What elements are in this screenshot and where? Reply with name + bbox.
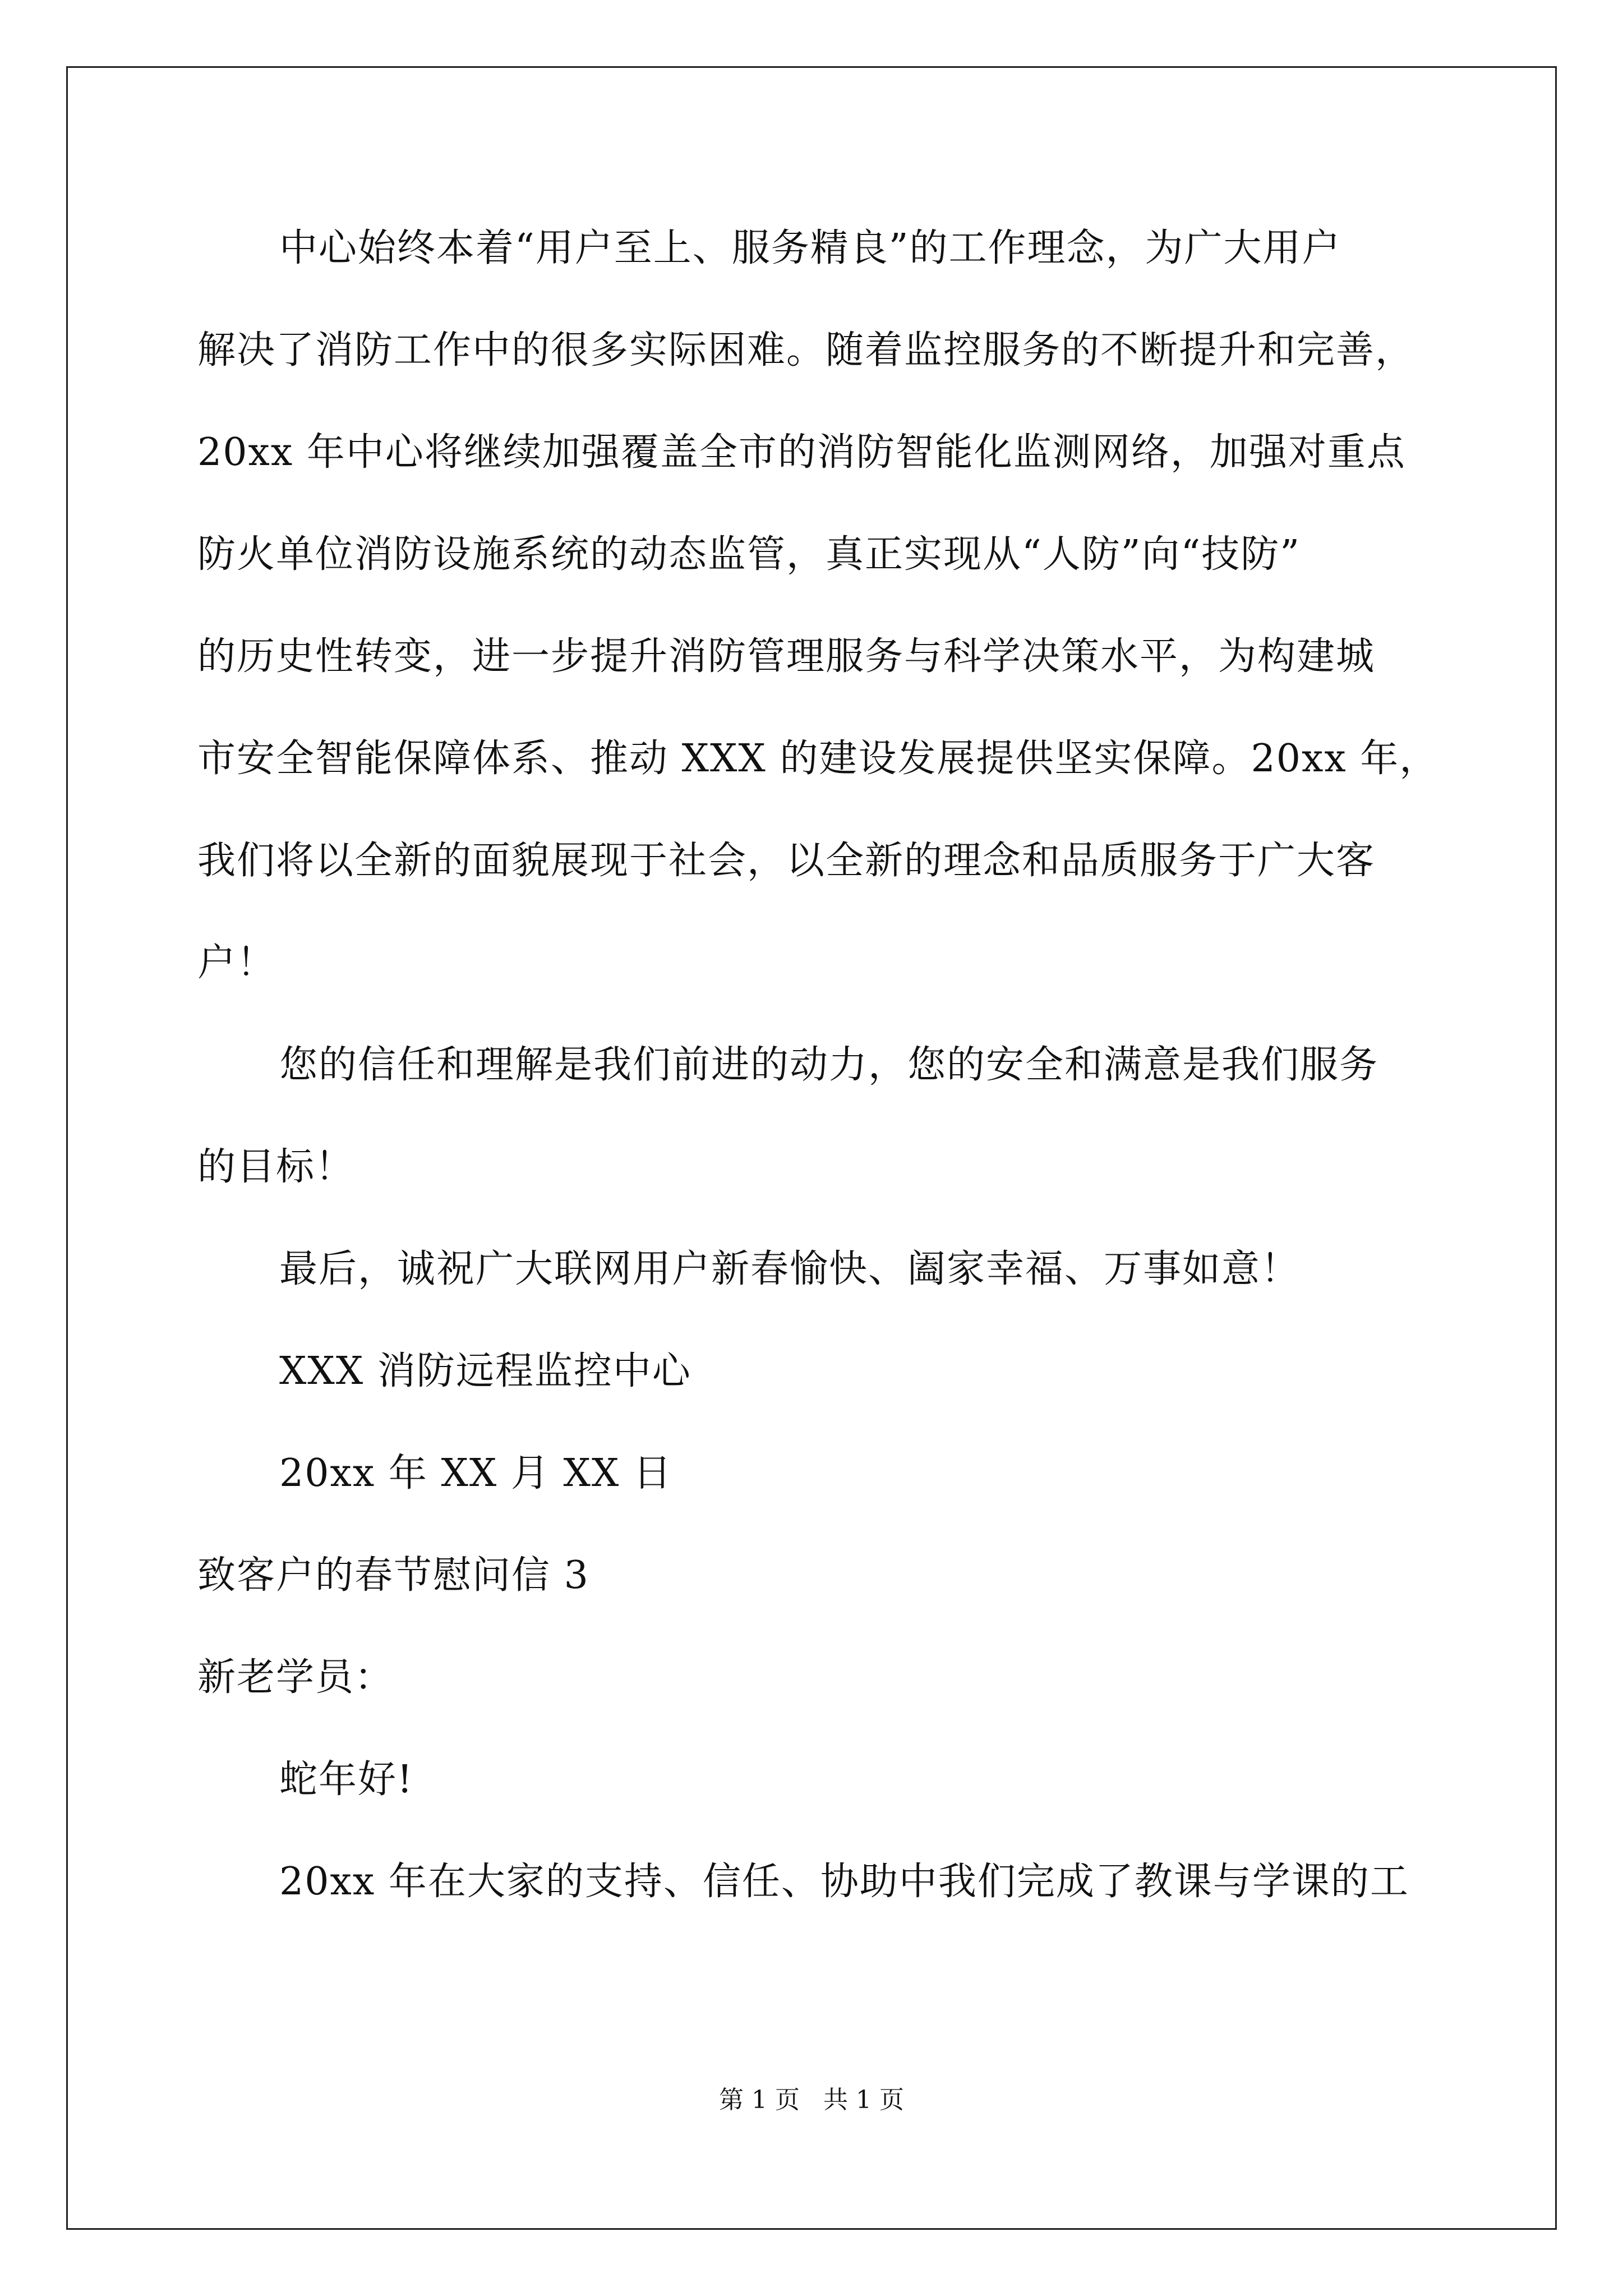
paragraph-1-line-1: 中心始终本着“用户至上、服务精良”的工作理念，为广大用户: [279, 226, 1341, 270]
paragraph-1-line-2: 解决了消防工作中的很多实际困难。随着监控服务的不断提升和完善，: [197, 328, 1415, 372]
paragraph-1-line-7: 我们将以全新的面貌展现于社会，以全新的理念和品质服务于广大客: [197, 839, 1376, 883]
paragraph-1-line-6: 市安全智能保障体系、推动 XXX 的建设发展提供坚实保障。20xx 年，: [197, 737, 1439, 781]
paragraph-1-line-4: 防火单位消防设施系统的动态监管，真正实现从“人防”向“技防”: [197, 532, 1301, 577]
letter-3-salutation: 新老学员：: [197, 1655, 394, 1700]
letter-3-greeting: 蛇年好!: [279, 1757, 414, 1802]
paragraph-2-line-1: 您的信任和理解是我们前进的动力，您的安全和满意是我们服务: [279, 1043, 1379, 1087]
closing-wish: 最后，诚祝广大联网用户新春愉快、阖家幸福、万事如意！: [279, 1247, 1301, 1291]
signature-date: 20xx 年 XX 月 XX 日: [279, 1451, 672, 1496]
paragraph-2-line-2: 的目标！: [197, 1145, 355, 1189]
letter-3-title: 致客户的春节慰问信 3: [197, 1553, 589, 1598]
signature-organization: XXX 消防远程监控中心: [279, 1349, 691, 1393]
paragraph-1-line-8: 户！: [197, 941, 276, 985]
paragraph-1-line-3: 20xx 年中心将继续加强覆盖全市的消防智能化监测网络，加强对重点: [197, 430, 1406, 475]
letter-3-paragraph-1-line-1: 20xx 年在大家的支持、信任、协助中我们完成了教课与学课的工: [279, 1860, 1409, 1904]
paragraph-1-line-5: 的历史性转变，进一步提升消防管理服务与科学决策水平，为构建城: [197, 634, 1376, 679]
page-number-footer: 第 1 页 共 1 页: [719, 2086, 904, 2114]
